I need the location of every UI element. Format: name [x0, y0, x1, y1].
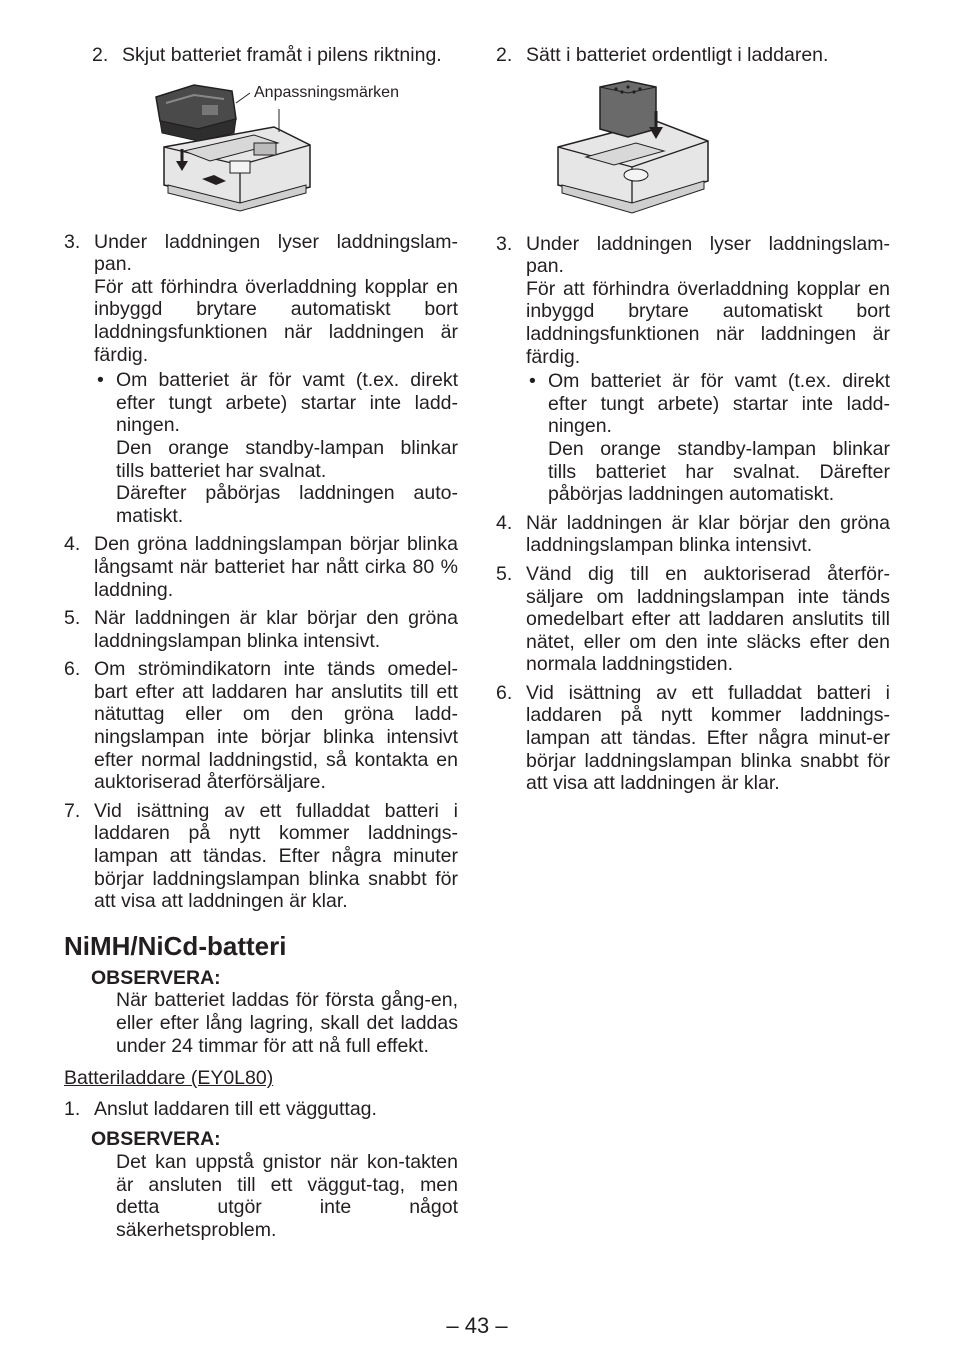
step-number: 6.	[64, 658, 81, 681]
bullet-text: Därefter påbörjas laddningen auto-matiskt.	[116, 482, 458, 527]
bullet-text: Den orange standby-lampan blinkar tills batteriet har svalnat.	[116, 436, 458, 482]
left-step-6	[64, 658, 458, 794]
step-text: Den gröna laddningslampan börjar blinka långsamt när batteriet har nått cirka 80 % laddning.	[94, 533, 458, 601]
bullet-dot: •	[97, 369, 104, 392]
right-step-6	[496, 682, 890, 795]
right-step-5	[496, 563, 890, 676]
bullet-item	[94, 369, 458, 527]
left-column	[64, 44, 458, 1241]
charger-slide-illustration	[64, 69, 458, 219]
note-heading: OBSERVERA:	[91, 1128, 221, 1151]
figure-insert-battery	[496, 77, 890, 219]
figure-label: Anpassningsmärken	[254, 83, 399, 101]
right-step-2	[496, 44, 890, 67]
step-number: 5.	[64, 607, 81, 630]
section-heading: NiMH/NiCd-batteri	[64, 930, 287, 961]
bullet-text: Om batteriet är för vamt (t.ex. direkt efter tungt arbete) startar inte ladd-ningen.	[116, 369, 458, 437]
note-body: Det kan uppstå gnistor när kon-takten är ansluten till ett väggut-tag, men detta utgör inte något säkerhetsproblem.	[116, 1150, 458, 1241]
step-text: Anslut laddaren till ett vägguttag.	[94, 1097, 377, 1120]
step-number: 5.	[496, 562, 513, 585]
step-text: För att förhindra överladdning kopplar en inbyggd brytare automatiskt bort laddningsfunktionen när laddningen är färdig.	[94, 275, 458, 366]
step-text: Vänd dig till en auktoriserad återför-säljare om laddningslampan inte tänds omedelbart efter att laddaren anslutits till nätet, eller om den inte släcks efter den normala laddningstiden.	[526, 562, 890, 676]
page-number: – 43 –	[446, 1313, 508, 1338]
step-number: 3.	[496, 232, 513, 255]
step-number: 4.	[496, 511, 513, 534]
left-step-7	[64, 800, 458, 913]
left-step-5	[64, 607, 458, 652]
step-number: 7.	[64, 799, 81, 822]
figure-slide-battery	[64, 69, 458, 219]
step-text: Vid isättning av ett fulladdat batteri i laddaren på nytt kommer laddnings-lampan att tändas. Efter några minut-er börjar laddningslampan blinka snabbt för att visa att laddningen är klar.	[526, 681, 890, 795]
step-text: Sätt i batteriet ordentligt i laddaren.	[526, 44, 829, 66]
step-text: När laddningen är klar börjar den gröna laddningslampan blinka intensivt.	[94, 607, 458, 652]
step-number: 2.	[496, 44, 513, 66]
right-step-3	[496, 233, 890, 506]
step-number: 2.	[92, 44, 109, 66]
left-step-2	[92, 44, 458, 67]
step-text: Under laddningen lyser laddningslam-pan.	[94, 230, 458, 276]
step-number: 3.	[64, 230, 81, 253]
note-body: När batteriet laddas för första gång-en, eller efter lång lagring, skall det laddas under 24 timmar för att nå full effekt.	[116, 989, 458, 1057]
right-column	[496, 44, 890, 795]
note-heading: OBSERVERA:	[91, 966, 221, 989]
subheading: Batteriladdare (EY0L80)	[64, 1067, 274, 1090]
left-step-1	[64, 1098, 458, 1121]
step-text: För att förhindra överladdning kopplar en inbyggd brytare automatiskt bort laddningsfunktionen när laddningen är färdig.	[526, 277, 890, 368]
step-text: När laddningen är klar börjar den gröna laddningslampan blinka intensivt.	[526, 511, 890, 557]
bullet-item	[526, 370, 890, 506]
bullet-text: Om batteriet är för vamt (t.ex. direkt efter tungt arbete) startar inte ladd-ningen.	[548, 370, 890, 438]
right-step-4	[496, 512, 890, 557]
step-number: 6.	[496, 681, 513, 704]
step-number: 4.	[64, 533, 81, 556]
step-text: Vid isättning av ett fulladdat batteri i laddaren på nytt kommer laddnings-lampan att tändas. Efter några minuter börjar laddningslampan blinka snabbt för att visa att laddningen är klar.	[94, 799, 458, 913]
step-text: Under laddningen lyser laddningslam-pan.	[526, 232, 890, 278]
step-text: Om strömindikatorn inte tänds omedel-bart efter att laddaren har anslutits till ett nätuttag eller om den gröna ladd-ningslampan inte börjar blinka intensivt efter normal laddningstid, så kontakta en auktoriserad återförsäljare.	[94, 658, 458, 794]
charger-insert-illustration	[496, 77, 890, 219]
bullet-dot: •	[529, 370, 536, 393]
bullet-text: Den orange standby-lampan blinkar tills batteriet har svalnat. Därefter påbörjas laddningen automatiskt.	[548, 437, 890, 506]
left-step-3	[64, 231, 458, 528]
left-step-4	[64, 533, 458, 601]
step-number: 1.	[64, 1097, 81, 1120]
step-text: Skjut batteriet framåt i pilens riktning.	[122, 44, 442, 66]
